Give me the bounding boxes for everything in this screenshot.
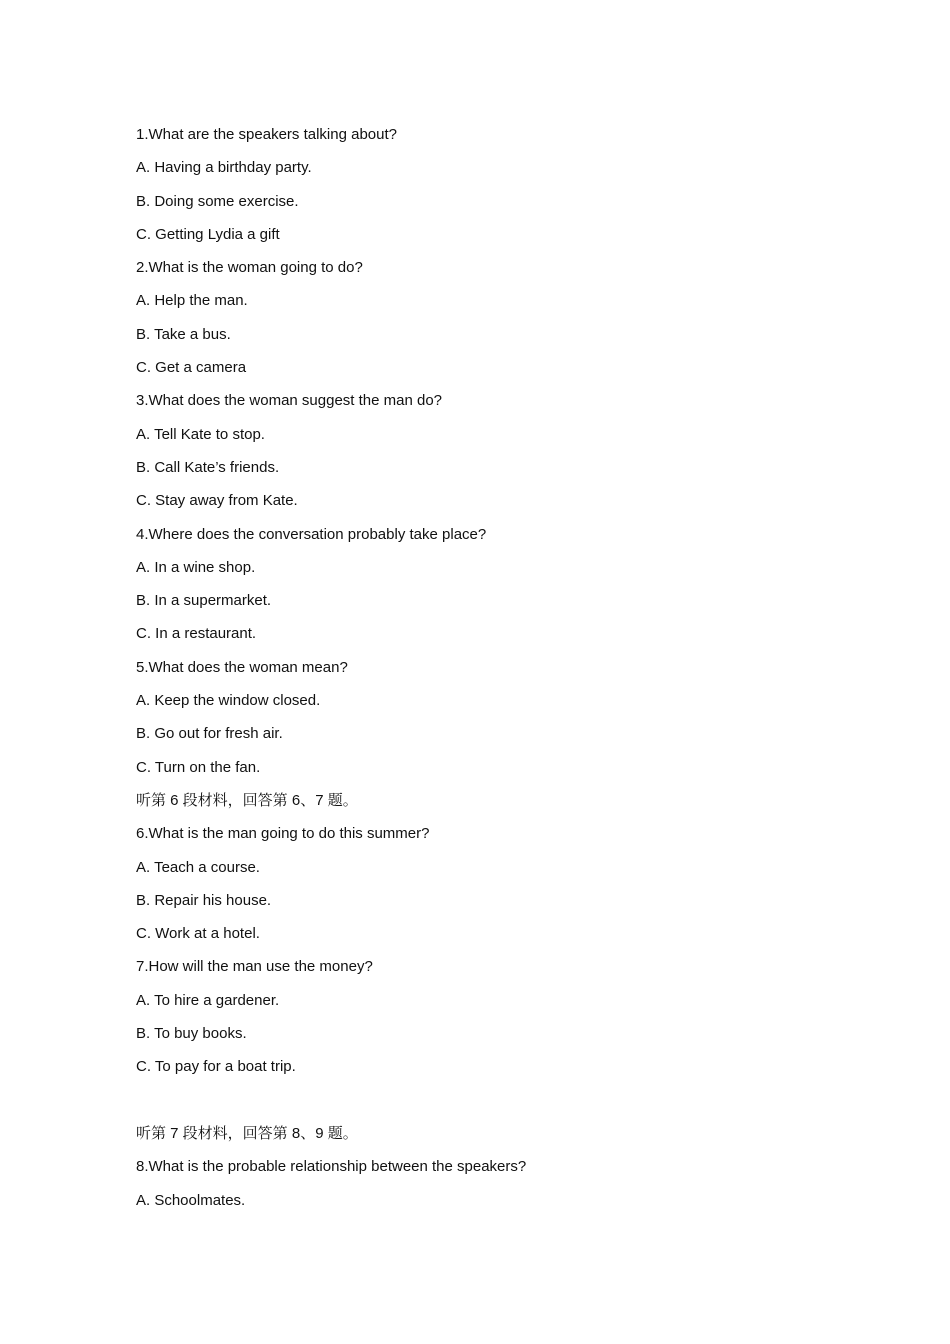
q5-option-b: B. Go out for fresh air. bbox=[136, 725, 283, 743]
question-3: 3.What does the woman suggest the man do? bbox=[136, 392, 443, 410]
q2-option-a: A. Help the man. bbox=[136, 292, 248, 310]
question-6: 6.What is the man going to do this summer? bbox=[136, 825, 430, 843]
q7-option-c: C. To pay for a boat trip. bbox=[136, 1058, 296, 1076]
q8-option-a: A. Schoolmates. bbox=[136, 1191, 246, 1209]
blank-line bbox=[136, 1090, 816, 1123]
q6-option-c: C. Work at a hotel. bbox=[136, 925, 260, 943]
q2-option-b: B. Take a bus. bbox=[136, 325, 231, 343]
question-1: 1.What are the speakers talking about? bbox=[136, 126, 397, 143]
q4-option-a: A. In a wine shop. bbox=[136, 558, 256, 576]
question-list bbox=[136, 124, 816, 1223]
q7-option-a: A. To hire a gardener. bbox=[136, 991, 280, 1009]
q1-option-b: B. Doing some exercise. bbox=[136, 192, 299, 210]
q3-option-c: C. Stay away from Kate. bbox=[136, 492, 298, 510]
q6-option-b: B. Repair his house. bbox=[136, 891, 272, 909]
q7-option-b: B. To buy books. bbox=[136, 1025, 247, 1043]
question-2: 2.What is the woman going to do? bbox=[136, 259, 363, 277]
q4-option-c: C. In a restaurant. bbox=[136, 625, 257, 643]
q1-option-c: C. Getting Lydia a gift bbox=[136, 225, 280, 243]
q1-option-a: A. Having a birthday party. bbox=[136, 159, 312, 177]
question-8: 8.What is the probable relationship between the speakers? bbox=[136, 1158, 527, 1176]
q6-option-a: A. Teach a course. bbox=[136, 858, 260, 876]
q2-option-c: C. Get a camera bbox=[136, 359, 247, 377]
section-heading-7: 听第 7 段材料，回答第 8、9 题。 bbox=[136, 1124, 358, 1142]
q5-option-c: C. Turn on the fan. bbox=[136, 758, 261, 776]
question-7: 7.How will the man use the money? bbox=[136, 958, 373, 976]
question-4: 4.Where does the conversation probably take place? bbox=[136, 525, 487, 543]
q3-option-a: A. Tell Kate to stop. bbox=[136, 425, 265, 443]
q4-option-b: B. In a supermarket. bbox=[136, 592, 272, 610]
section-heading-6: 听第 6 段材料，回答第 6、7 题。 bbox=[136, 791, 358, 809]
question-5: 5.What does the woman mean? bbox=[136, 658, 348, 676]
q3-option-b: B. Call Kate’s friends. bbox=[136, 458, 280, 476]
q5-option-a: A. Keep the window closed. bbox=[136, 692, 321, 710]
